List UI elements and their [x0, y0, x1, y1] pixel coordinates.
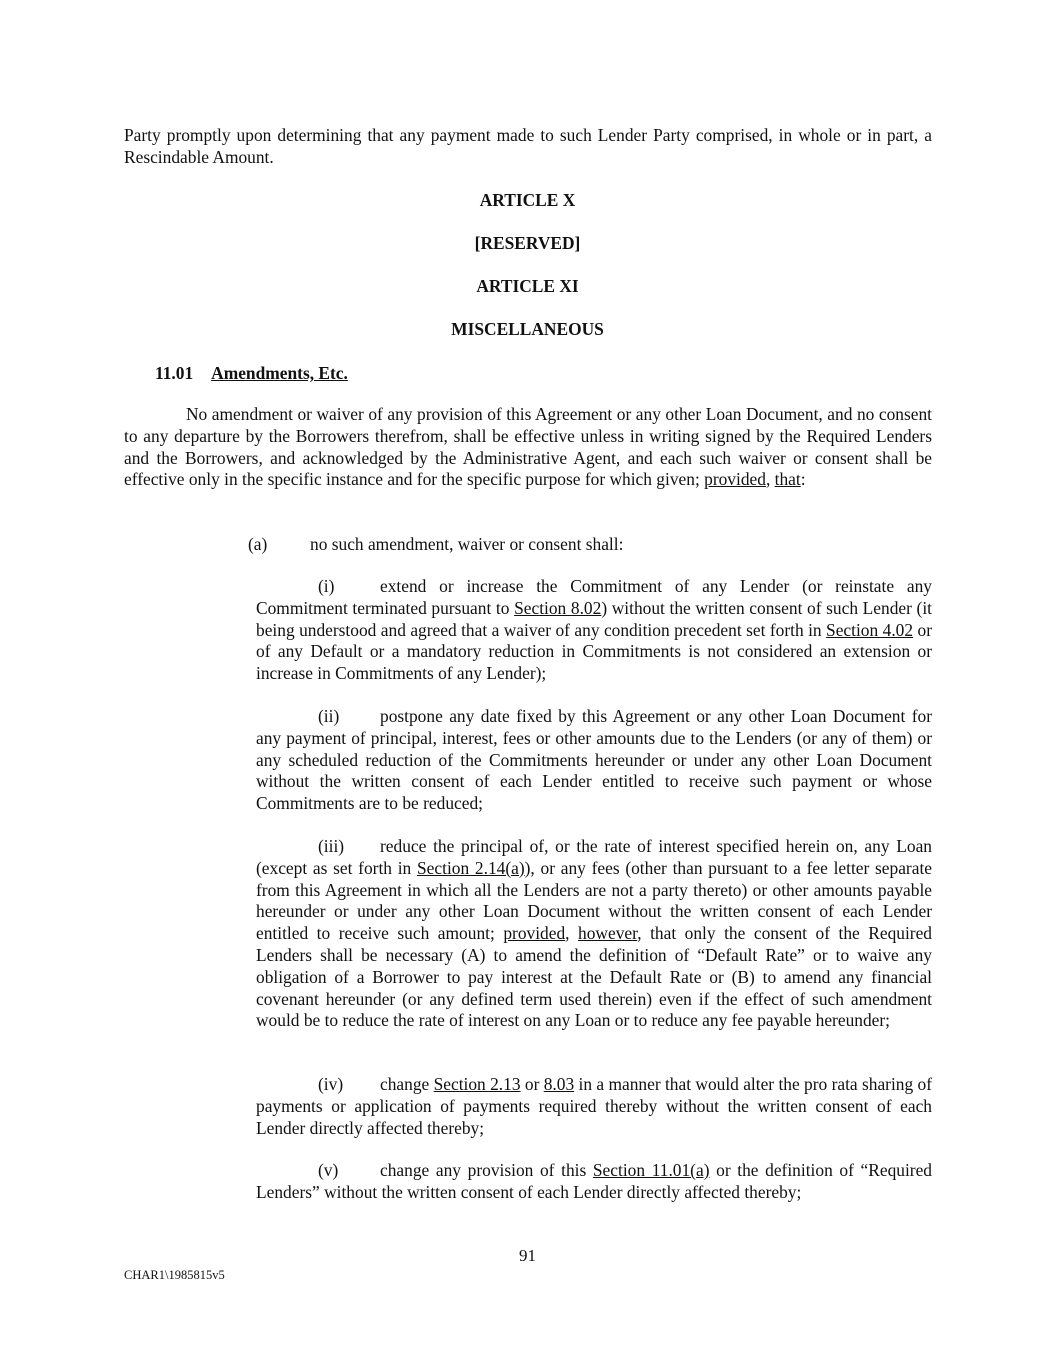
item-iv	[256, 1074, 932, 1139]
intro-that: that	[774, 469, 801, 490]
reserved-heading: [RESERVED]	[474, 233, 581, 253]
item-iv-text-2: or	[520, 1074, 544, 1094]
item-i-text-2: ) without the written consent of such Lender (it being understood and agreed that a waiver of any condition precedent set forth in	[256, 597, 932, 640]
item-iii-comma: ,	[565, 923, 579, 944]
item-v-text-1: change any provision of this	[380, 1160, 593, 1180]
item-iv-ref-1: Section 2.13	[433, 1074, 521, 1094]
intro-colon: :	[800, 469, 806, 490]
article-x-heading: ARTICLE X	[479, 190, 576, 210]
item-i-ref-2: Section 4.02	[826, 619, 914, 640]
intro-provided: provided	[704, 469, 766, 490]
item-iv-ref-2: 8.03	[543, 1074, 575, 1094]
item-ii	[256, 706, 932, 815]
intro-paragraph	[124, 404, 932, 491]
article-xi-heading: ARTICLE XI	[476, 276, 579, 296]
item-v-label: (v)	[318, 1160, 339, 1180]
item-iv-text-3: in a manner that would alter the pro rata sharing of payments or application of payments required thereby without the written consent of each Lender directly affected thereby;	[256, 1074, 933, 1138]
item-ii-label: (ii)	[318, 706, 340, 726]
page-number: 91	[519, 1246, 536, 1265]
item-iii-ref-1: Section 2.14(a)	[417, 857, 525, 878]
item-iii-however: however	[578, 923, 638, 944]
item-v	[256, 1160, 932, 1204]
item-iii-text-2: ), or any fees (other than pursuant to a fee letter separate from this Agreement in which all the Lenders are not a party thereto) or other amounts payable hereunder or under any other Loan Document without the written consent of each Lender entitled to receive such amount;	[256, 857, 932, 944]
item-i-ref-1: Section 8.02	[514, 597, 602, 618]
section-number: 11.01	[155, 363, 194, 383]
item-iii-text-1: reduce the principal of, or the rate of interest specified herein on, any Loan (except as set forth in	[256, 836, 932, 878]
continuation-paragraph: Party promptly upon determining that any payment made to such Lender Party comprised, in whole or in part, a Rescindable Amount.	[124, 125, 932, 167]
item-i-text-3: or of any Default or a mandatory reduction in Commitments is not considered an extension or increase in Commitments of any Lender);	[256, 619, 932, 684]
miscellaneous-heading: MISCELLANEOUS	[451, 319, 604, 339]
intro-comma: ,	[765, 469, 775, 490]
clause-a	[248, 534, 623, 556]
document-id: CHAR1\1985815v5	[124, 1268, 225, 1282]
item-iii-provided: provided	[503, 923, 566, 944]
item-v-ref-1: Section 11.01(a)	[592, 1160, 710, 1180]
section-heading	[155, 363, 348, 385]
intro-text: No amendment or waiver of any provision of this Agreement or any other Loan Document, and no consent to any departure by the Borrowers therefrom, shall be effective unless in writing signed by the Required Lenders and the Borrowers, and acknowledged by the Administrative Agent, and each such waiver or consent shall be effective only in the specific instance and for the specific purpose for which given;	[124, 404, 932, 490]
clause-a-text: no such amendment, waiver or consent shall:	[310, 534, 624, 554]
item-v-text-2: or the definition of “Required Lenders” without the written consent of each Lender directly affected thereby;	[256, 1160, 933, 1202]
item-i-label: (i)	[318, 576, 335, 596]
item-iv-text-1: change	[380, 1074, 434, 1094]
item-i-text-1: extend or increase the Commitment of any Lender (or reinstate any Commitment terminated pursuant to	[256, 576, 932, 618]
item-ii-text: postpone any date fixed by this Agreement or any other Loan Document for any payment of principal, interest, fees or other amounts due to the Lenders (or any of them) or any scheduled reduction of the Commitments hereunder or under any other Loan Document without the written consent of each Lender entitled to receive such payment or whose Commitments are to be reduced;	[256, 706, 932, 814]
clause-a-label: (a)	[248, 534, 268, 554]
section-title: Amendments, Etc.	[211, 363, 348, 383]
item-iii-text-3: , that only the consent of the Required Lenders shall be necessary (A) to amend the definition of “Default Rate” or to waive any obligation of a Borrower to pay interest at the Default Rate or (B) to amend any financial covenant hereunder (or any defined term used therein) even if the effect of such amendment would be to reduce the rate of interest on any Loan or to reduce any fee payable hereunder;	[256, 923, 933, 1031]
item-iii	[256, 836, 932, 1032]
item-i	[256, 576, 932, 685]
item-iii-label: (iii)	[318, 836, 345, 856]
item-iv-label: (iv)	[318, 1074, 344, 1094]
